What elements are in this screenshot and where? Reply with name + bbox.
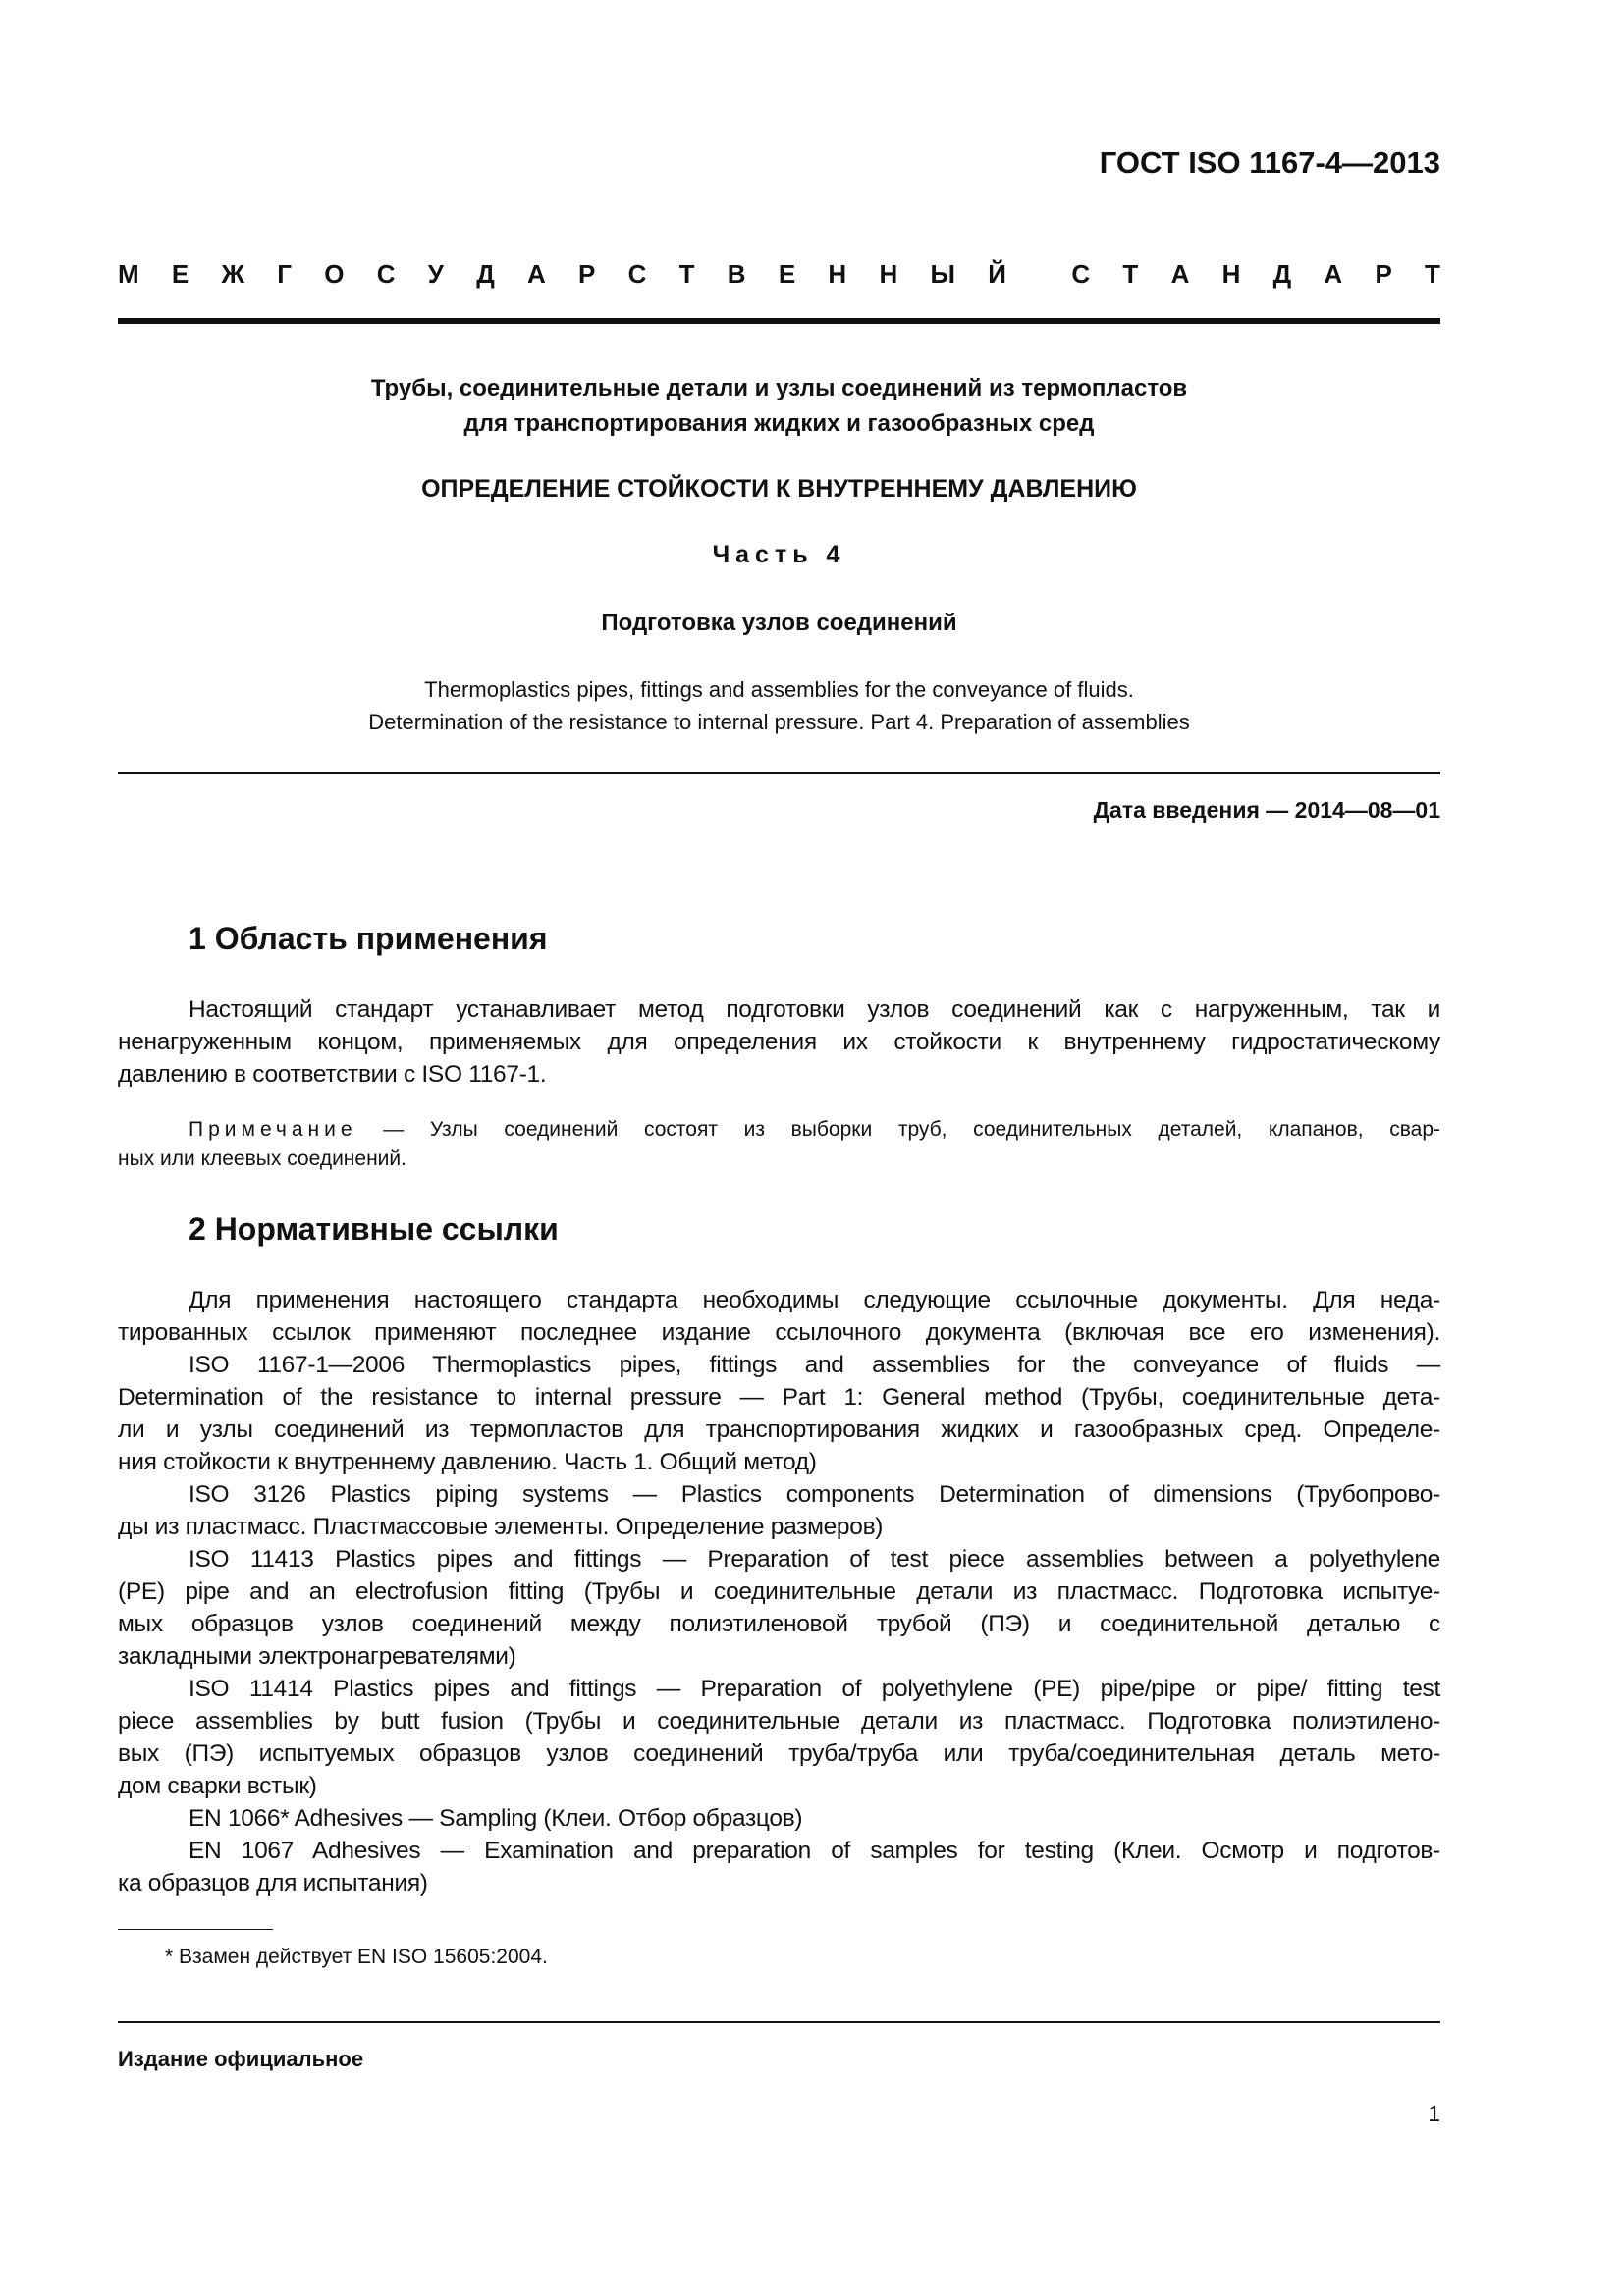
section-1-heading: 1 Область применения [189,921,548,956]
reference-line: ISO 11413 Plastics pipes and fittings — Preparation of test piece assemblies between a polyethylene [189,1546,1440,1573]
title-en-line-2: Determination of the resistance to internal pressure. Part 4. Preparation of assemblies [368,710,1190,734]
footer-divider [118,2021,1440,2023]
footnote-divider [118,1929,273,1930]
note-text: — Узлы соединений состоят из выборки труб, соединительных деталей, клапанов, свар- [383,1118,1440,1141]
title-subject: ОПРЕДЕЛЕНИЕ СТОЙКОСТИ К ВНУТРЕННЕМУ ДАВЛЕНИЮ [421,475,1137,503]
reference-line: Determination of the resistance to internal pressure — Part 1: General method (Трубы, соединительные дета- [118,1384,1440,1411]
paragraph-line: ненагруженным концом, применяемых для определения их стойкости к внутреннему гидростатическому [118,1029,1440,1055]
standard-type-heading [118,259,1440,290]
series-letter: С [376,259,396,289]
page-number: 1 [1428,2101,1440,2126]
note-line: ных или клеевых соединений. [118,1148,406,1170]
reference-line: EN 1066* Adhesives — Sampling (Клеи. Отбор образцов) [189,1805,803,1832]
reference-line: Для применения настоящего стандарта необходимы следующие ссылочные документы. Для неда- [189,1287,1440,1313]
series-letter: Ж [221,259,245,289]
series-letter: А [527,259,546,289]
series-letter: А [1324,259,1343,289]
reference-line: дом сварки встык) [118,1773,317,1799]
paragraph-line: Настоящий стандарт устанавливает метод подготовки узлов соединений как с нагруженным, так и [189,996,1440,1023]
series-letter: У [427,259,444,289]
series-letter: Д [476,259,495,289]
note-line [118,1115,1440,1145]
series-letter: Ы [930,259,955,289]
series-letter: В [727,259,746,289]
reference-line: ды из пластмасс. Пластмассовые элементы. Определение размеров) [118,1514,884,1540]
reference-line: закладными электронагревателями) [118,1643,516,1670]
series-letter: Н [879,259,898,289]
section-2-references [118,1284,1440,1899]
reference-line: мых образцов узлов соединений между полиэтиленовой трубой (ПЭ) и соединительной деталью с [118,1611,1440,1637]
reference-line: ISO 3126 Plastics piping systems — Plastics components Determination of dimensions (Трубопрово- [189,1481,1440,1508]
reference-line: вых (ПЭ) испытуемых образцов узлов соединений труба/труба или труба/соединительная деталь мето- [118,1740,1440,1767]
series-letter: Т [678,259,695,289]
series-letter: Г [277,259,293,289]
series-letter: Е [778,259,796,289]
reference-line: тированных ссылок применяют последнее издание ссылочного документа (включая все его изменения). [118,1319,1440,1346]
reference-line: ния стойкости к внутреннему давлению. Часть 1. Общий метод) [118,1449,817,1475]
reference-line: EN 1067 Adhesives — Examination and preparation of samples for testing (Клеи. Осмотр и подготов- [189,1838,1440,1864]
effective-date: Дата введения — 2014—08—01 [1093,797,1440,823]
section-1-note [118,1115,1440,1174]
series-letter: Е [171,259,189,289]
series-letter: С [627,259,647,289]
section-1-paragraph [118,993,1440,1091]
series-letter: С [1071,259,1091,289]
reference-line: ли и узлы соединений из термопластов для транспортирования жидких и газообразных сред. Определе- [118,1416,1440,1443]
series-letter: Т [1425,259,1440,289]
series-letter: Н [828,259,847,289]
series-letter: Т [1122,259,1139,289]
series-letter: Р [1375,259,1392,289]
series-letter: А [1170,259,1190,289]
section-2-heading: 2 Нормативные ссылки [189,1211,559,1247]
series-letter: М [118,259,139,289]
reference-line: piece assemblies by butt fusion (Трубы и соединительные детали из пластмасс. Подготовка полиэтилено- [118,1708,1440,1735]
paragraph-line: давлению в соответствии с ISO 1167-1. [118,1061,547,1088]
title-part: Часть 4 [712,541,846,568]
title-divider [118,772,1440,774]
title-en-line-1: Thermoplastics pipes, fittings and assemblies for the conveyance of fluids. [424,677,1134,702]
series-letter: Р [578,259,596,289]
reference-line: ISO 1167-1—2006 Thermoplastics pipes, fittings and assemblies for the conveyance of fluids — [189,1352,1440,1378]
reference-line: ка образцов для испытания) [118,1870,428,1896]
official-edition-label: Издание официальное [118,2047,364,2071]
title-en [118,673,1440,738]
title-line-2: для транспортирования жидких и газообразных сред [463,410,1095,437]
footnote: * Взамен действует EN ISO 15605:2004. [165,1946,548,1968]
document-code: ГОСТ ISO 1167-4—2013 [1099,145,1440,180]
title-part-name: Подготовка узлов соединений [601,610,957,636]
series-letter: Н [1221,259,1241,289]
reference-line: (PE) pipe and an electrofusion fitting (Трубы и соединительные детали из пластмасс. Подготовка испытуе- [118,1578,1440,1605]
series-letter: О [324,259,345,289]
title-ru [118,371,1440,442]
note-label: Примечание [189,1118,357,1141]
title-line-1: Трубы, соединительные детали и узлы соединений из термопластов [370,375,1188,401]
series-letter: Й [988,259,1006,289]
reference-line: ISO 11414 Plastics pipes and fittings — Preparation of polyethylene (PE) pipe/pipe or pipe/ fitting test [189,1676,1440,1702]
header-divider [118,318,1440,324]
series-letter: Д [1272,259,1292,289]
